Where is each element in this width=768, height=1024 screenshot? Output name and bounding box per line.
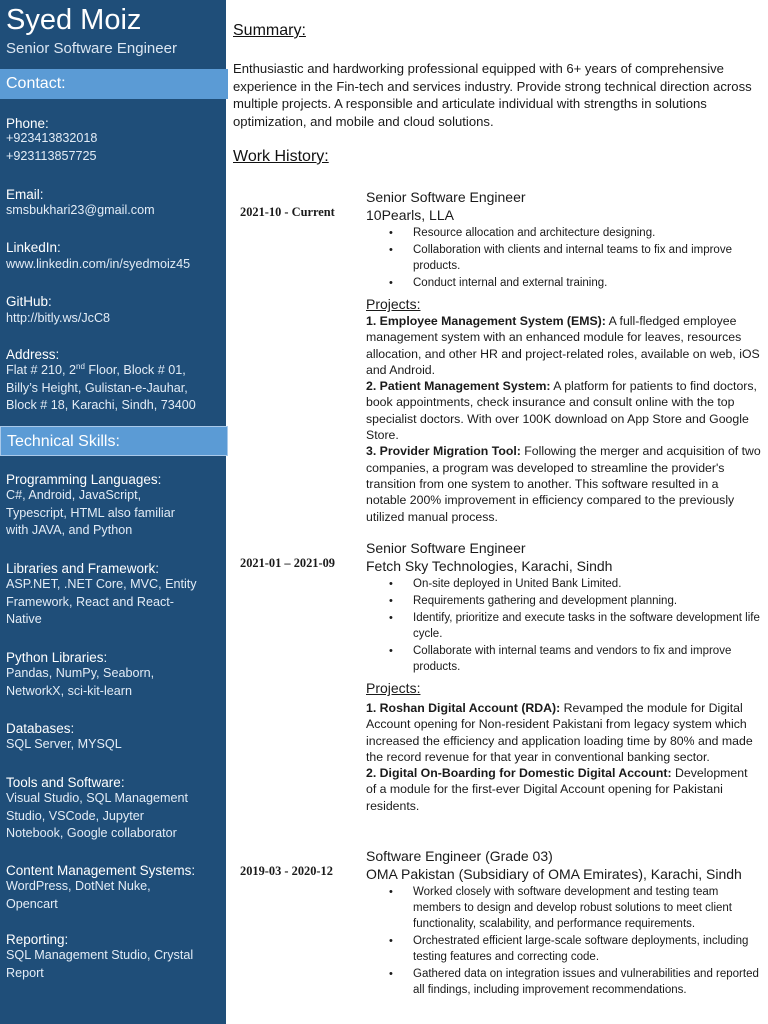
address-line-2: Billy’s Height, Gulistan-e-Jauhar,	[6, 380, 188, 395]
list-item: • Collaborate with internal teams and vendors to fix and improve products.	[366, 643, 761, 675]
linkedin-link[interactable]: www.linkedin.com/in/syedmoiz45	[6, 257, 191, 271]
project-item: 2. Digital On-Boarding for Domestic Digital Account: Development of a module for the first-ever Digital Account opening for Pakistani residents.	[366, 766, 748, 813]
job-role: Senior Software Engineer	[366, 189, 526, 205]
skill-group-values: Visual Studio, SQL Management Studio, VSCode, Jupyter Notebook, Google collaborator	[6, 791, 189, 841]
job-company: 10Pearls, LLA	[366, 207, 454, 223]
list-item: • Requirements gathering and development planning.	[366, 593, 761, 609]
job-bullets	[366, 225, 761, 291]
skill-group-label: Content Management Systems:	[6, 863, 196, 878]
project-item: 3. Provider Migration Tool: Following the merger and acquisition of two companies, a program was developed to streamline the provider's transition from one system to another. This software resulted in a notable 200% improvement in efficiency compared to the previously utilized manual process.	[366, 444, 761, 524]
list-item: • On-site deployed in United Bank Limited.	[366, 576, 761, 592]
list-item: • Orchestrated efficient large-scale software deployments, including testing features and correcting code.	[366, 933, 761, 965]
email-label: Email:	[6, 187, 44, 202]
list-item: • Gathered data on integration issues and vulnerabilities and reported all findings, including improvement recommendations.	[366, 966, 761, 998]
github-link[interactable]: http://bitly.ws/JcC8	[6, 311, 111, 325]
summary-text: Enthusiastic and hardworking professional equipped with 6+ years of comprehensive experience in the Fin-tech and services industry. Provide strong technical direction across multiple projects. A responsible and articulate individual with strengths in solutions optimization, and mobile and cloud solutions.	[233, 61, 752, 129]
skill-group-values: C#, Android, JavaScript, Typescript, HTML also familiar with JAVA, and Python	[6, 488, 175, 538]
list-item: • Collaboration with clients and internal teams to fix and improve products.	[366, 242, 761, 274]
work-history-heading: Work History:	[233, 148, 329, 165]
address-line-1: Flat # 210, 2nd Floor, Block # 01,	[6, 361, 186, 377]
skill-group-label: Databases:	[6, 721, 75, 736]
sidebar	[0, 0, 226, 1024]
list-item: • Conduct internal and external training.	[366, 275, 761, 291]
job-entry	[366, 539, 761, 814]
linkedin-label: LinkedIn:	[6, 240, 61, 255]
summary-heading: Summary:	[233, 22, 306, 39]
job-entry	[366, 847, 761, 999]
list-item: • Identify, prioritize and execute tasks in the software development life cycle.	[366, 610, 761, 642]
skill-group-values: Pandas, NumPy, Seaborn, NetworkX, sci-kit-learn	[6, 666, 155, 698]
job-bullets	[366, 576, 761, 675]
linkedin-value	[6, 256, 220, 274]
job-entry	[366, 188, 761, 525]
phone-1[interactable]: +923413832018	[6, 131, 98, 145]
skill-group-label: Libraries and Framework:	[6, 561, 160, 576]
skill-group-values: SQL Server, MYSQL	[6, 737, 122, 751]
list-item: • Worked closely with software development and testing team members to design and develop robust solutions to meet client functionality, scalability, and performance requirements.	[366, 884, 761, 932]
job-date: 2021-10 - Current	[240, 205, 335, 219]
job-role: Senior Software Engineer	[366, 540, 526, 556]
skill-group-values: ASP.NET, .NET Core, MVC, Entity Framework, React and React- Native	[6, 577, 197, 627]
skills-heading: Technical Skills:	[0, 426, 228, 456]
address-label: Address:	[6, 347, 60, 362]
job-company: Fetch Sky Technologies, Karachi, Sindh	[366, 558, 613, 574]
skill-group-label: Reporting:	[6, 932, 69, 947]
address-line-3: Block # 18, Karachi, Sindh, 73400	[6, 398, 196, 413]
job-bullets	[366, 884, 761, 998]
project-item: 1. Employee Management System (EMS): A full-fledged employee management system with an enhanced module for leaves, resources allocation, and other HR and project-related roles, available on web, iOS and Android.	[366, 314, 760, 377]
phone-values	[6, 130, 220, 165]
skill-group-label: Tools and Software:	[6, 775, 125, 790]
job-role: Software Engineer (Grade 03)	[366, 848, 553, 864]
list-item: • Resource allocation and architecture designing.	[366, 225, 761, 241]
skill-group-label: Programming Languages:	[6, 472, 162, 487]
projects-heading: Projects:	[366, 680, 421, 696]
profile-name: Syed Moiz	[6, 4, 142, 36]
job-date: 2019-03 - 2020-12	[240, 864, 333, 878]
projects-heading: Projects:	[366, 296, 421, 312]
profile-title: Senior Software Engineer	[6, 40, 177, 57]
skill-group-values: SQL Management Studio, Crystal Report	[6, 948, 194, 980]
skill-group-values: WordPress, DotNet Nuke, Opencart	[6, 879, 151, 911]
email-value	[6, 202, 220, 220]
github-value	[6, 310, 220, 328]
github-label: GitHub:	[6, 294, 52, 309]
skill-group-label: Python Libraries:	[6, 650, 108, 665]
job-company: OMA Pakistan (Subsidiary of OMA Emirates), Karachi, Sindh	[366, 866, 742, 882]
project-item: 2. Patient Management System: A platform for patients to find doctors, book appointments, check insurance and consult online with the top specialist doctors. With over 100K download on App Store and Google Store.	[366, 379, 757, 443]
address-value	[6, 362, 220, 415]
job-date: 2021-01 – 2021-09	[240, 556, 335, 570]
project-item: 1. Roshan Digital Account (RDA): Revamped the module for Digital Account opening for Non-resident Pakistani from legacy system which increased the efficiency and application loading time by 80% and made the record revenue for that year in conventional banking sector.	[366, 701, 753, 764]
email-link[interactable]: smsbukhari23@gmail.com	[6, 203, 155, 217]
phone-2[interactable]: +923113857725	[6, 148, 97, 163]
phone-label: Phone:	[6, 116, 49, 131]
contact-heading: Contact:	[0, 69, 228, 99]
